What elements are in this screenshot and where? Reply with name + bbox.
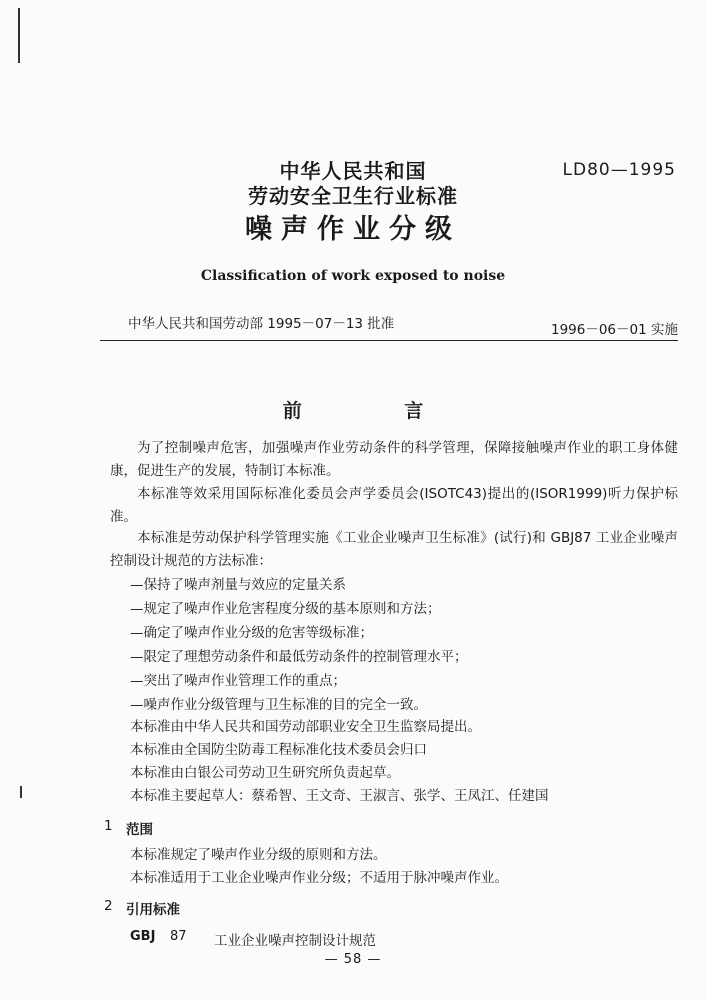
foreword-list-item: —保持了噪声剂量与效应的定量关系 [130,577,346,593]
foreword-statement: 本标准由全国防尘防毒工程标准化技术委员会归口 [130,742,427,758]
scope-text: 本标准适用于工业企业噪声作业分级；不适用于脉冲噪声作业。 [130,870,508,886]
scope-text: 本标准规定了噪声作业分级的原则和方法。 [130,847,387,863]
reference-code: GBJ [130,929,156,944]
foreword-title: 前 言 [282,400,472,422]
foreword-paragraph: 本标准是劳动保护科学管理实施《工业企业噪声卫生标准》(试行)和 GBJ87 工业企业噪声控制设计规范的方法标准： [110,530,678,569]
approval-date: 中华人民共和国劳动部 1995－07－13 批准 [128,316,395,332]
foreword-list-item: —突出了噪声作业管理工作的重点； [130,673,346,689]
reference-title: 工业企业噪声控制设计规范 [214,933,376,949]
header-category: 劳动安全卫生行业标准 [248,184,458,208]
foreword-statement: 本标准由白银公司劳动卫生研究所负责起草。 [130,765,400,781]
margin-mark [18,8,20,63]
standard-code: LD80—1995 [562,160,676,180]
section-number: 2 [104,898,113,914]
page-number: — 58 — [324,952,382,967]
foreword-statement: 本标准主要起草人：蔡希智、王文奇、王淑言、张学、王凤江、任建国 [130,788,549,804]
section-number: 1 [104,818,113,834]
foreword-list-item: —确定了噪声作业分级的危害等级标准； [130,625,373,641]
effective-date: 1996－06－01 实施 [550,322,678,338]
section-title-scope: 范围 [126,822,153,838]
english-title: Classification of work exposed to noise [200,268,506,284]
header-country: 中华人民共和国 [279,159,427,183]
foreword-paragraph: 本标准等效采用国际标准化委员会声学委员会(ISOTC43)提出的(ISOR1999)听力保护标准。 [110,486,678,525]
document-title: 噪声作业分级 [245,214,461,245]
reference-year: 87 [170,929,187,944]
foreword-list-item: —噪声作业分级管理与卫生标准的目的完全一致。 [130,697,427,713]
section-title-references: 引用标准 [126,902,180,918]
margin-mark [20,786,22,798]
foreword-statement: 本标准由中华人民共和国劳动部职业安全卫生监察局提出。 [130,719,481,735]
foreword-list-item: —规定了噪声作业危害程度分级的基本原则和方法； [130,601,441,617]
foreword-list-item: —限定了理想劳动条件和最低劳动条件的控制管理水平； [130,649,468,665]
foreword-paragraph: 为了控制噪声危害，加强噪声作业劳动条件的科学管理，保障接触噪声作业的职工身体健康，促进生产的发展，特制订本标准。 [110,440,678,479]
header-divider [100,340,678,341]
